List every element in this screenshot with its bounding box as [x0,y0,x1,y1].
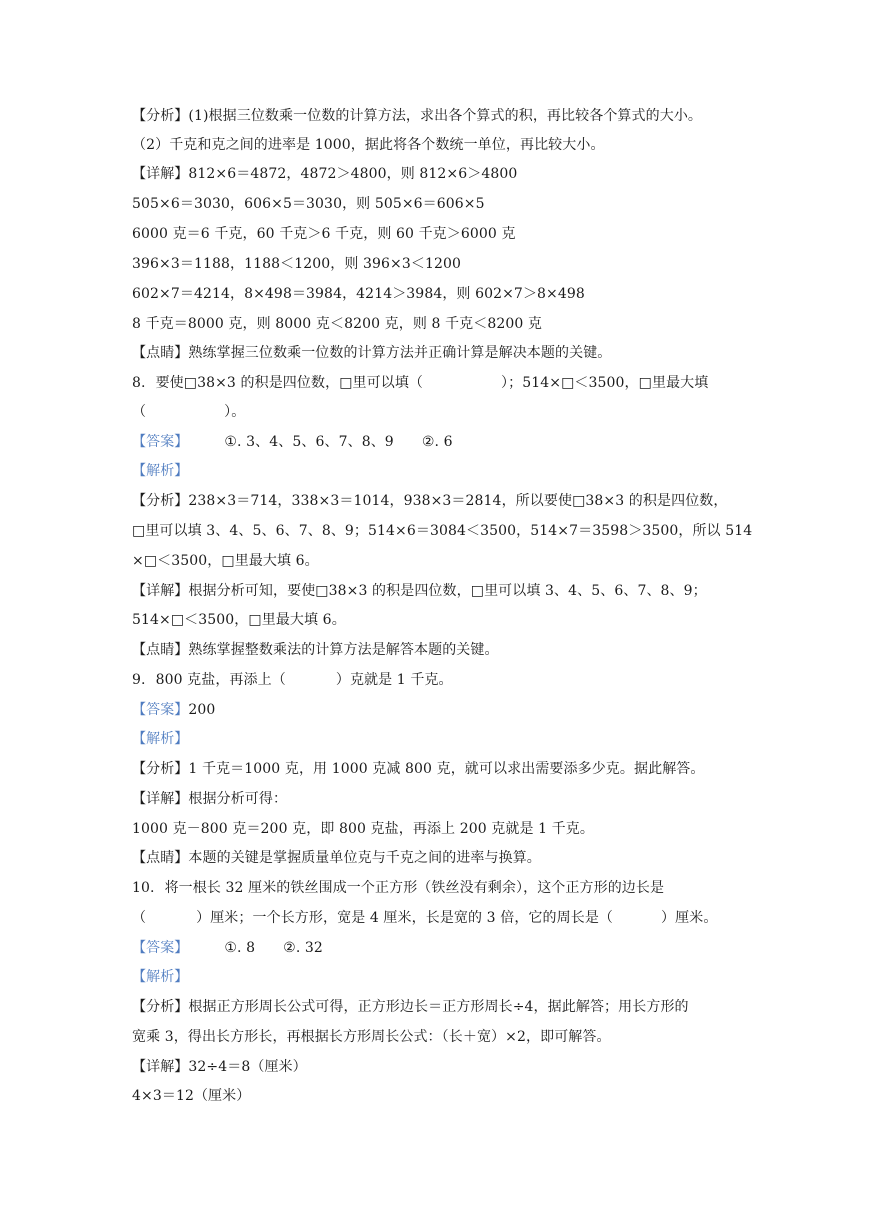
q8-question-line-1: 8. 要使□38×3 的积是四位数，□里可以填（ ）；514×□＜3500，□里最大填 [132,375,709,391]
q10-fenxi-line-2: 宽乘 3，得出长方形长，再根据长方形周长公式：（长＋宽）×2，即可解答。 [132,1029,611,1045]
q7-xiangjie-line-6: 8 千克＝8000 克，则 8000 克＜8200 克，则 8 千克＜8200 克 [132,316,543,332]
q10-answer-line: 【答案】 ①. 8 ②. 32 [132,940,323,956]
q8-question-line-2: （ ）。 [132,404,246,420]
q10-question-line-2: （ ）厘米；一个长方形，宽是 4 厘米，长是宽的 3 倍，它的周长是（ ）厘米。 [132,910,718,926]
question-number: 10. [132,880,155,896]
q10-jiexi-line [132,967,188,987]
q7-fenxi-line-1: 【分析】(1)根据三位数乘一位数的计算方法，求出各个算式的积，再比较各个算式的大小。 [132,108,703,124]
q8-answer-line: 【答案】 ①. 3、4、5、6、7、8、9 ②. 6 [132,434,453,450]
dianjing-label: 【点睛】 [132,345,189,361]
q8-dianjing-line: 【点睛】熟练掌握整数乘法的计算方法是解答本题的关键。 [132,642,499,658]
q8-xiangjie-line-2: 514×□＜3500，□里最大填 6。 [132,612,346,628]
q8-xiangjie-line-1: 【详解】根据分析可知，要使□38×3 的积是四位数，□里可以填 3、4、5、6、7、8、9； [132,583,707,599]
jiexi-label: 【解析】 [132,969,189,985]
fenxi-label: 【分析】 [132,999,189,1015]
q7-dianjing-line: 【点睛】熟练掌握三位数乘一位数的计算方法并正确计算是解决本题的关键。 [132,345,612,361]
answer-label: 【答案】 [132,434,189,450]
answer-label: 【答案】 [132,702,189,718]
q9-xiangjie-line-1: 【详解】根据分析可得： [132,791,288,807]
fenxi-label: 【分析】 [132,761,189,777]
question-number: 8. [132,375,146,391]
q8-fenxi-line-3: ×□＜3500，□里最大填 6。 [132,553,319,569]
xiangjie-label: 【详解】 [132,583,189,599]
q7-xiangjie-line-4: 396×3＝1188，1188＜1200，则 396×3＜1200 [132,256,461,272]
q9-question-line: 9. 800 克盐，再添上（ ）克就是 1 千克。 [132,672,453,688]
dianjing-label: 【点睛】 [132,850,189,866]
q7-fenxi-line-2: （2）千克和克之间的进率是 1000，据此将各个数统一单位，再比较大小。 [132,137,605,153]
q9-answer-line: 【答案】200 [132,702,216,718]
q8-jiexi-line [132,461,188,481]
q9-fenxi-line: 【分析】1 千克＝1000 克，用 1000 克减 800 克，就可以求出需要添多少克。据此解答。 [132,761,705,777]
q10-xiangjie-line-2: 4×3＝12（厘米） [132,1088,251,1104]
answer-label: 【答案】 [132,940,189,956]
q8-fenxi-line-1: 【分析】238×3＝714，338×3＝1014，938×3＝2814，所以要使□38×3 的积是四位数， [132,493,728,509]
q7-xiangjie-line-3: 6000 克＝6 千克，60 千克＞6 千克，则 60 千克＞6000 克 [132,226,516,242]
q10-question-line-1: 10. 将一根长 32 厘米的铁丝围成一个正方形（铁丝没有剩余），这个正方形的边长是 [132,880,665,896]
dianjing-label: 【点睛】 [132,642,189,658]
xiangjie-label: 【详解】 [132,166,189,182]
q9-jiexi-line [132,729,188,749]
q9-xiangjie-line-2: 1000 克－800 克＝200 克，即 800 克盐，再添上 200 克就是 1 千克。 [132,821,594,837]
q10-xiangjie-line-1: 【详解】32÷4＝8（厘米） [132,1059,307,1075]
q7-xiangjie-line-5: 602×7＝4214，8×498＝3984，4214＞3984，则 602×7＞8×498 [132,286,585,302]
fenxi-label: 【分析】 [132,108,189,124]
q7-xiangjie-line-1: 【详解】812×6＝4872，4872＞4800，则 812×6＞4800 [132,166,518,182]
question-number: 9. [132,672,146,688]
jiexi-label: 【解析】 [132,731,189,747]
q10-fenxi-line-1: 【分析】根据正方形周长公式可得，正方形边长＝正方形周长÷4，据此解答；用长方形的 [132,999,689,1015]
q7-xiangjie-line-2: 505×6＝3030，606×5＝3030，则 505×6＝606×5 [132,196,485,212]
jiexi-label: 【解析】 [132,463,189,479]
q9-dianjing-line: 【点睛】本题的关键是掌握质量单位克与千克之间的进率与换算。 [132,850,541,866]
xiangjie-label: 【详解】 [132,1059,189,1075]
fenxi-label: 【分析】 [132,493,189,509]
q8-fenxi-line-2: □里可以填 3、4、5、6、7、8、9；514×6＝3084＜3500，514×7＝3598＞3500，所以 514 [132,523,753,539]
xiangjie-label: 【详解】 [132,791,189,807]
